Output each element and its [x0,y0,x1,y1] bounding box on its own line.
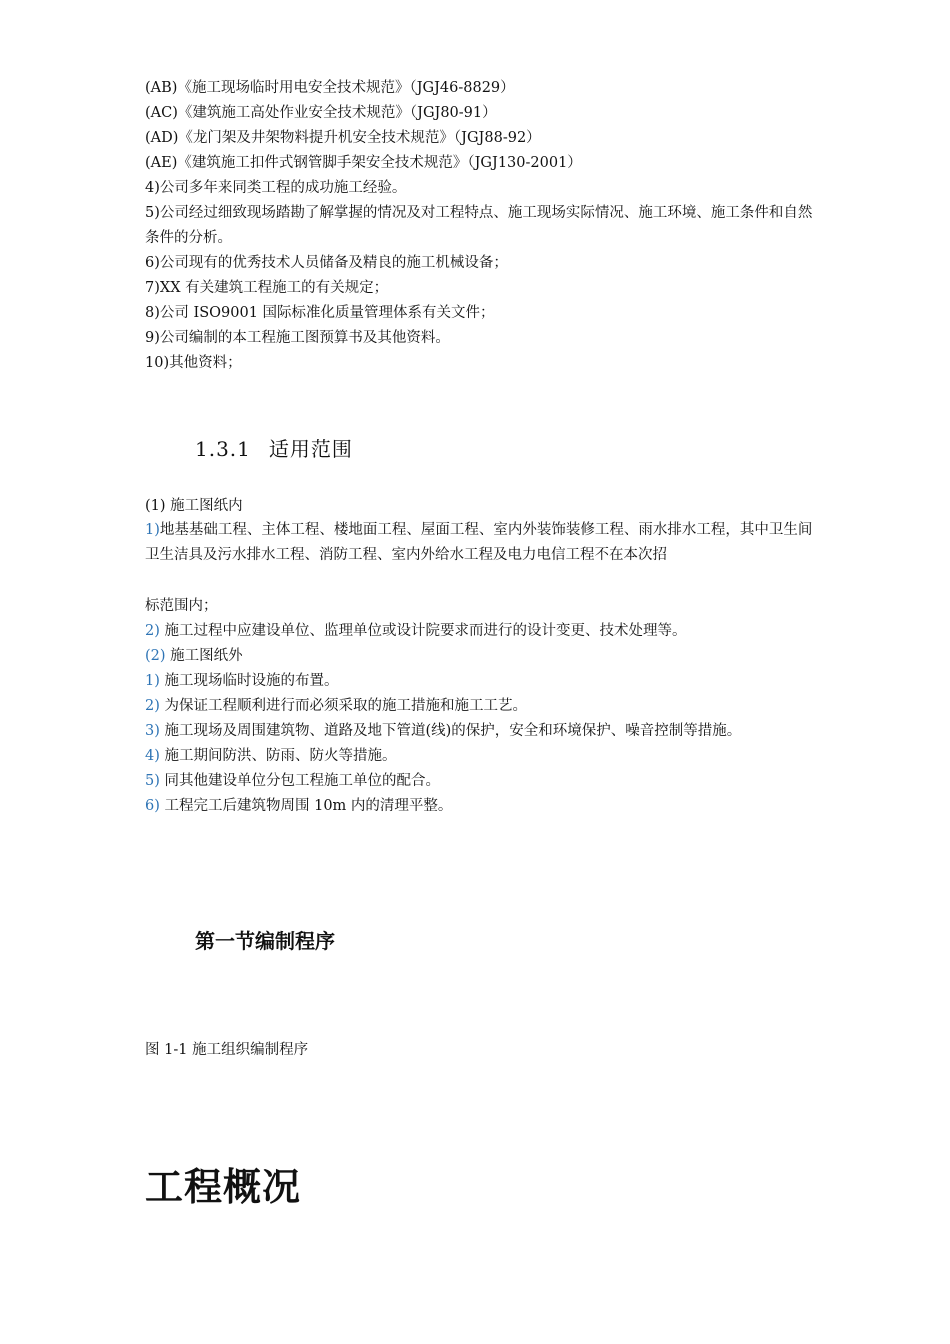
list-number: 2) [145,623,160,639]
scope-outside-item [145,794,815,819]
list-text: 为保证工程顺利进行而必须采取的施工措施和施工工艺。 [159,698,527,714]
list-text: 施工现场及周围建筑物、道路及地下管道(线)的保护，安全和环境保护、噪音控制等措施。 [159,723,742,739]
list-text: 地基基础工程、主体工程、楼地面工程、屋面工程、室内外装饰装修工程、雨水排水工程，其中卫生间卫生洁具及污水排水工程、消防工程、室内外给水工程及电力电信工程不在本次招 [145,522,813,563]
scope-outside-item [145,744,815,769]
scope-outside-item [145,769,815,794]
list-text: 施工现场临时设施的布置。 [159,673,339,689]
list-number: 5) [145,773,160,789]
section-heading-procedure: 第一节编制程序 [195,929,335,953]
reference-ad: (AD)《龙门架及井架物料提升机安全技术规范》（JGJ88-92） [145,130,541,146]
reference-ac: (AC)《建筑施工高处作业安全技术规范》（JGJ80-91） [145,105,497,121]
list-text: 工程完工后建筑物周围 10m 内的清理平整。 [159,798,453,814]
scope-inside-item-1 [145,518,815,568]
list-number: 3) [145,723,160,739]
list-number: 1) [145,673,160,689]
scope-inside-item-2 [145,619,815,644]
scope-inside-item-1-continued: 标范围内； [145,598,218,614]
list-text: 施工图纸外 [165,648,243,664]
basis-item-7: 7)XX 有关建筑工程施工的有关规定； [145,280,389,296]
scope-outside-item [145,719,815,744]
section-number: 1.3.1 [195,437,251,461]
list-text: 施工期间防洪、防雨、防火等措施。 [159,748,397,764]
basis-item-6: 6)公司现有的优秀技术人员储备及精良的施工机械设备； [145,255,508,271]
basis-item-8: 8)公司 ISO9001 国际标准化质量管理体系有关文件； [145,305,495,321]
list-number: 4) [145,748,160,764]
section-heading-scope [195,433,353,462]
list-text: 同其他建设单位分包工程施工单位的配合。 [159,773,440,789]
scope-outside-item [145,694,815,719]
list-text: 施工过程中应建设单位、监理单位或设计院要求而进行的设计变更、技术处理等。 [159,623,687,639]
basis-item-4: 4)公司多年来同类工程的成功施工经验。 [145,180,407,196]
reference-ab: (AB)《施工现场临时用电安全技术规范》（JGJ46-8829） [145,80,515,96]
chapter-title: 工程概况 [145,1165,302,1209]
list-number: (2) [145,648,166,664]
list-number: 1) [145,522,160,538]
basis-item-9: 9)公司编制的本工程施工图预算书及其他资料。 [145,330,450,346]
reference-ae: (AE)《建筑施工扣件式钢管脚手架安全技术规范》（JGJ130-2001） [145,155,582,171]
section-title: 适用范围 [268,437,353,461]
scope-outside-item [145,669,815,694]
scope-inside-heading: (1) 施工图纸内 [145,498,243,514]
list-number: 6) [145,798,160,814]
list-number: 2) [145,698,160,714]
figure-caption: 图 1-1 施工组织编制程序 [145,1042,309,1058]
scope-outside-heading [145,644,815,669]
basis-item-5: 5)公司经过细致现场踏勘了解掌握的情况及对工程特点、施工现场实际情况、施工环境、施工条件和自然条件的分析。 [145,205,813,246]
basis-item-10: 10)其他资料； [145,355,242,371]
